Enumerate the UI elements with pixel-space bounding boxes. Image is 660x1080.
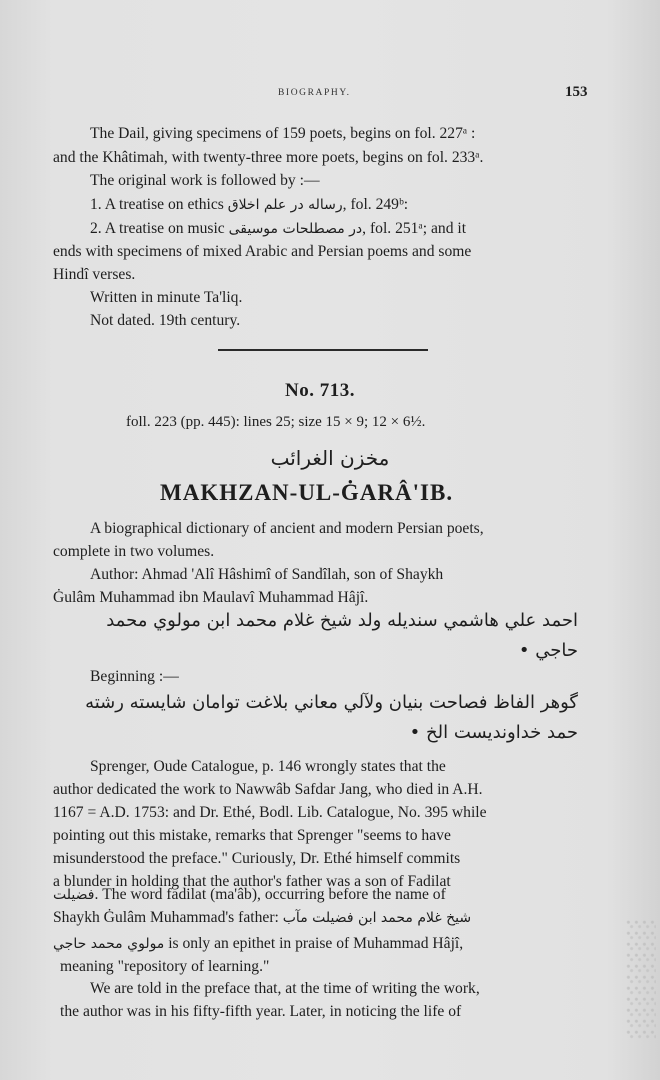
text-segment: , fol. 249ᵇ: — [342, 196, 409, 213]
text-line: Ġulâm Muhammad ibn Maulavî Muhammad Hâjî. — [53, 589, 369, 606]
text-segment: , fol. 251ᵃ; and it — [362, 220, 467, 237]
text-line — [90, 193, 408, 218]
text-segment: 2. A treatise on music — [90, 220, 229, 237]
arabic-phrase: رساله در علم اخلاق — [227, 197, 343, 213]
arabic-line: گوهر الفاظ فصاحت بنيان ولآلي معاني بلاغت توامان شايسته رشته — [85, 692, 578, 713]
arabic-phrase: فضيلت — [53, 887, 95, 903]
arabic-phrase: در مصطلحات موسیقی — [228, 221, 363, 237]
text-line: Written in minute Ta'liq. — [90, 289, 243, 306]
text-line — [53, 932, 463, 957]
section-divider — [218, 349, 428, 351]
text-line: Sprenger, Oude Catalogue, p. 146 wrongly states that the — [90, 758, 446, 775]
text-line — [53, 906, 471, 931]
arabic-phrase: مولوي محمد حاجي — [53, 936, 165, 952]
text-line: Author: Ahmad 'Alî Hâshimî of Sandîlah, son of Shaykh — [90, 566, 444, 583]
text-line: author dedicated the work to Nawwâb Safdar Jang, who died in A.H. — [53, 781, 483, 798]
running-header: BIOGRAPHY. — [278, 88, 351, 98]
text-line — [90, 217, 466, 242]
text-line: the author was in his fifty-fifth year. Later, in noticing the life of — [60, 1003, 462, 1020]
arabic-title: مخزن الغرائب — [270, 446, 390, 470]
text-segment: 1. A treatise on ethics — [90, 196, 228, 213]
text-line: Beginning :— — [90, 668, 179, 685]
text-line: The Dail, giving specimens of 159 poets, begins on fol. 227ᵃ : — [90, 125, 476, 142]
text-segment: . The word fadilat (ma'âb), occurring before the name of — [94, 886, 446, 903]
text-segment: is only an epithet in praise of Muhammad Hâjî, — [164, 935, 464, 952]
arabic-line: احمد علي هاشمي سنديله ولد شيخ غلام محمد ابن مولوي محمد — [106, 610, 578, 631]
text-line: and the Khâtimah, with twenty-three more poets, begins on fol. 233ᵃ. — [53, 149, 484, 166]
entry-number: No. 713. — [285, 380, 355, 401]
text-line: The original work is followed by :— — [90, 172, 320, 189]
arabic-line: حمد خداونديست الخ • — [409, 722, 578, 743]
text-line: a blunder in holding that the author's father was a son of Fadilat — [53, 873, 451, 890]
arabic-line: حاجي • — [518, 640, 578, 661]
text-line: Not dated. 19th century. — [90, 312, 241, 329]
entry-title: MAKHZAN-UL-ĠARÂ'IB. — [160, 480, 454, 505]
text-line: Hindî verses. — [53, 266, 136, 283]
text-line: 1167 = A.D. 1753: and Dr. Ethé, Bodl. Lib. Catalogue, No. 395 while — [53, 804, 487, 821]
text-line: ends with specimens of mixed Arabic and Persian poems and some — [53, 243, 472, 260]
text-line — [53, 883, 446, 908]
text-line: complete in two volumes. — [53, 543, 215, 560]
text-line: We are told in the preface that, at the time of writing the work, — [90, 980, 480, 997]
text-line: misunderstood the preface." Curiously, Dr. Ethé himself commits — [53, 850, 461, 867]
entry-description: foll. 223 (pp. 445): lines 25; size 15 × 9; 12 × 6½. — [126, 414, 426, 430]
page-number: 153 — [565, 84, 588, 100]
text-line: meaning "repository of learning." — [60, 958, 270, 975]
arabic-phrase: شيخ غلام محمد ابن فضيلت مآب — [282, 910, 472, 926]
text-segment: Shaykh Ġulâm Muhammad's father: — [53, 909, 283, 926]
text-line: A biographical dictionary of ancient and modern Persian poets, — [90, 520, 484, 537]
text-line: pointing out this mistake, remarks that Sprenger "seems to have — [53, 827, 451, 844]
page-speckles — [626, 920, 656, 1040]
